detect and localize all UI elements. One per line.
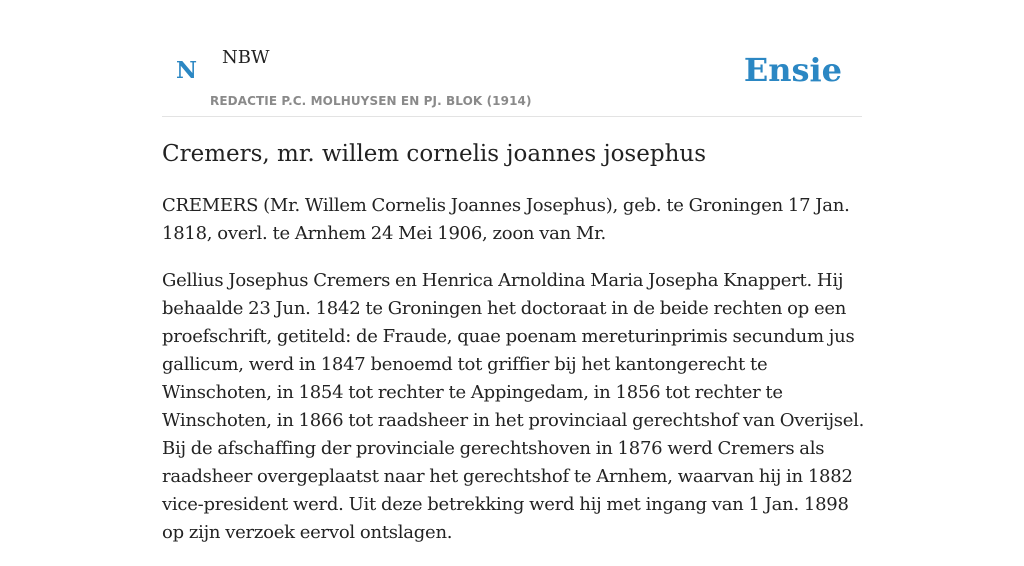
article-paragraph: Gellius Josephus Cremers en Henrica Arnoldina Maria Josepha Knappert. Hij behaalde 23 Jun. 1842 te Groningen het doctoraat in de beide rechten op een proefschrift, getiteld: de Fraude, quae poenam mereturinprimis secundum jus gallicum, werd in 1847 benoemd tot griffier bij het kantongerecht te Winschoten, in 1854 tot rechter te Appingedam, in 1856 tot rechter te Winschoten, in 1866 tot raadsheer in het provinciaal gerechtshof van Overijsel. Bij de afschaffing der provinciale gerechtshoven in 1876 werd Cremers als raadsheer overgeplaatst naar het gerechtshof te Arnhem, waarvan hij in 1882 vice-president werd. Uit deze betrekking werd hij met ingang van 1 Jan. 1898 op zijn verzoek eervol ontslagen. [162,270,865,543]
article-paragraph: CREMERS (Mr. Willem Cornelis Joannes Josephus), geb. te Groningen 17 Jan. 1818, overl. te Arnhem 24 Mei 1906, zoon van Mr. [162,195,850,244]
article-title: Cremers, mr. willem cornelis joannes josephus [162,141,706,167]
source-editors: REDACTIE P.C. MOLHUYSEN EN PJ. BLOK (1914) [210,94,532,108]
source-name[interactable]: NBW [222,47,270,68]
source-logo: N [176,57,198,84]
brand-logo[interactable]: Ensie [743,51,842,89]
article-body [162,192,868,566]
source-header [162,0,862,117]
